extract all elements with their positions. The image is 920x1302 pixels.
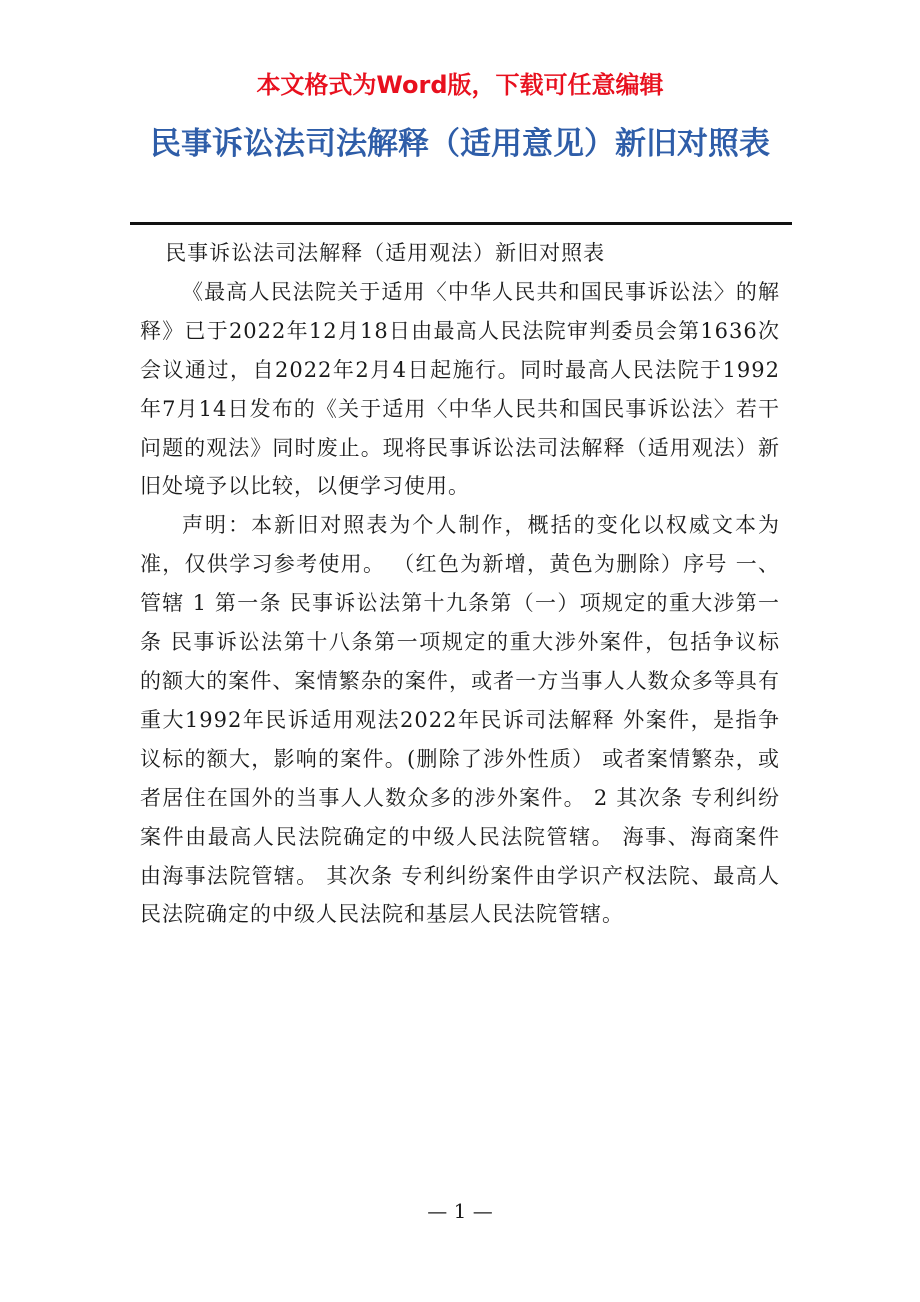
paragraph-intro: 《最高人民法院关于适用〈中华人民共和国民事诉讼法〉的解释》已于2022年12月18日由最高人民法院审判委员会第1636次会议通过，自2022年2月4日起施行。同时最高人民法院于1992年7月14日发布的《关于适用〈中华人民共和国民事诉讼法〉若干问题的观法》同时废止。现将民事诉讼法司法解释（适用观法）新旧处境予以比较，以便学习使用。 xyxy=(140,279,780,499)
paragraph-subtitle: 民事诉讼法司法解释（适用观法）新旧对照表 xyxy=(165,241,606,265)
document-title: 民事诉讼法司法解释（适用意见）新旧对照表 xyxy=(150,126,770,162)
paragraph-statement: 声明：本新旧对照表为个人制作，概括的变化以权威文本为准，仅供学习参考使用。 （红色为新增，黄色为删除）序号 一、管辖 1 第一条 民事诉讼法第十九条第（一）项规定的重大涉第一条 民事诉讼法第十八条第一项规定的重大涉外案件，包括争议标的额大的案件、案情繁杂的案件，或者一方当事人人数众多等具有重大1992年民诉适用观法2022年民诉司法解释 外案件，是指争议标的额大，影响的案件。(删除了涉外性质） 或者案情繁杂，或者居住在国外的当事人人数众多的涉外案件。 2 其次条 专利纠纷案件由最高人民法院确定的中级人民法院管辖。 海事、海商案件由海事法院管辖。 其次条 专利纠纷案件由学识产权法院、最高人民法院确定的中级人民法院和基层人民法院管辖。 xyxy=(140,513,780,927)
title-divider xyxy=(130,222,792,225)
document-body xyxy=(140,234,780,934)
page-number: — 1 — xyxy=(427,1199,493,1223)
download-notice-banner: 本文格式为Word版，下载可任意编辑 xyxy=(256,71,664,99)
